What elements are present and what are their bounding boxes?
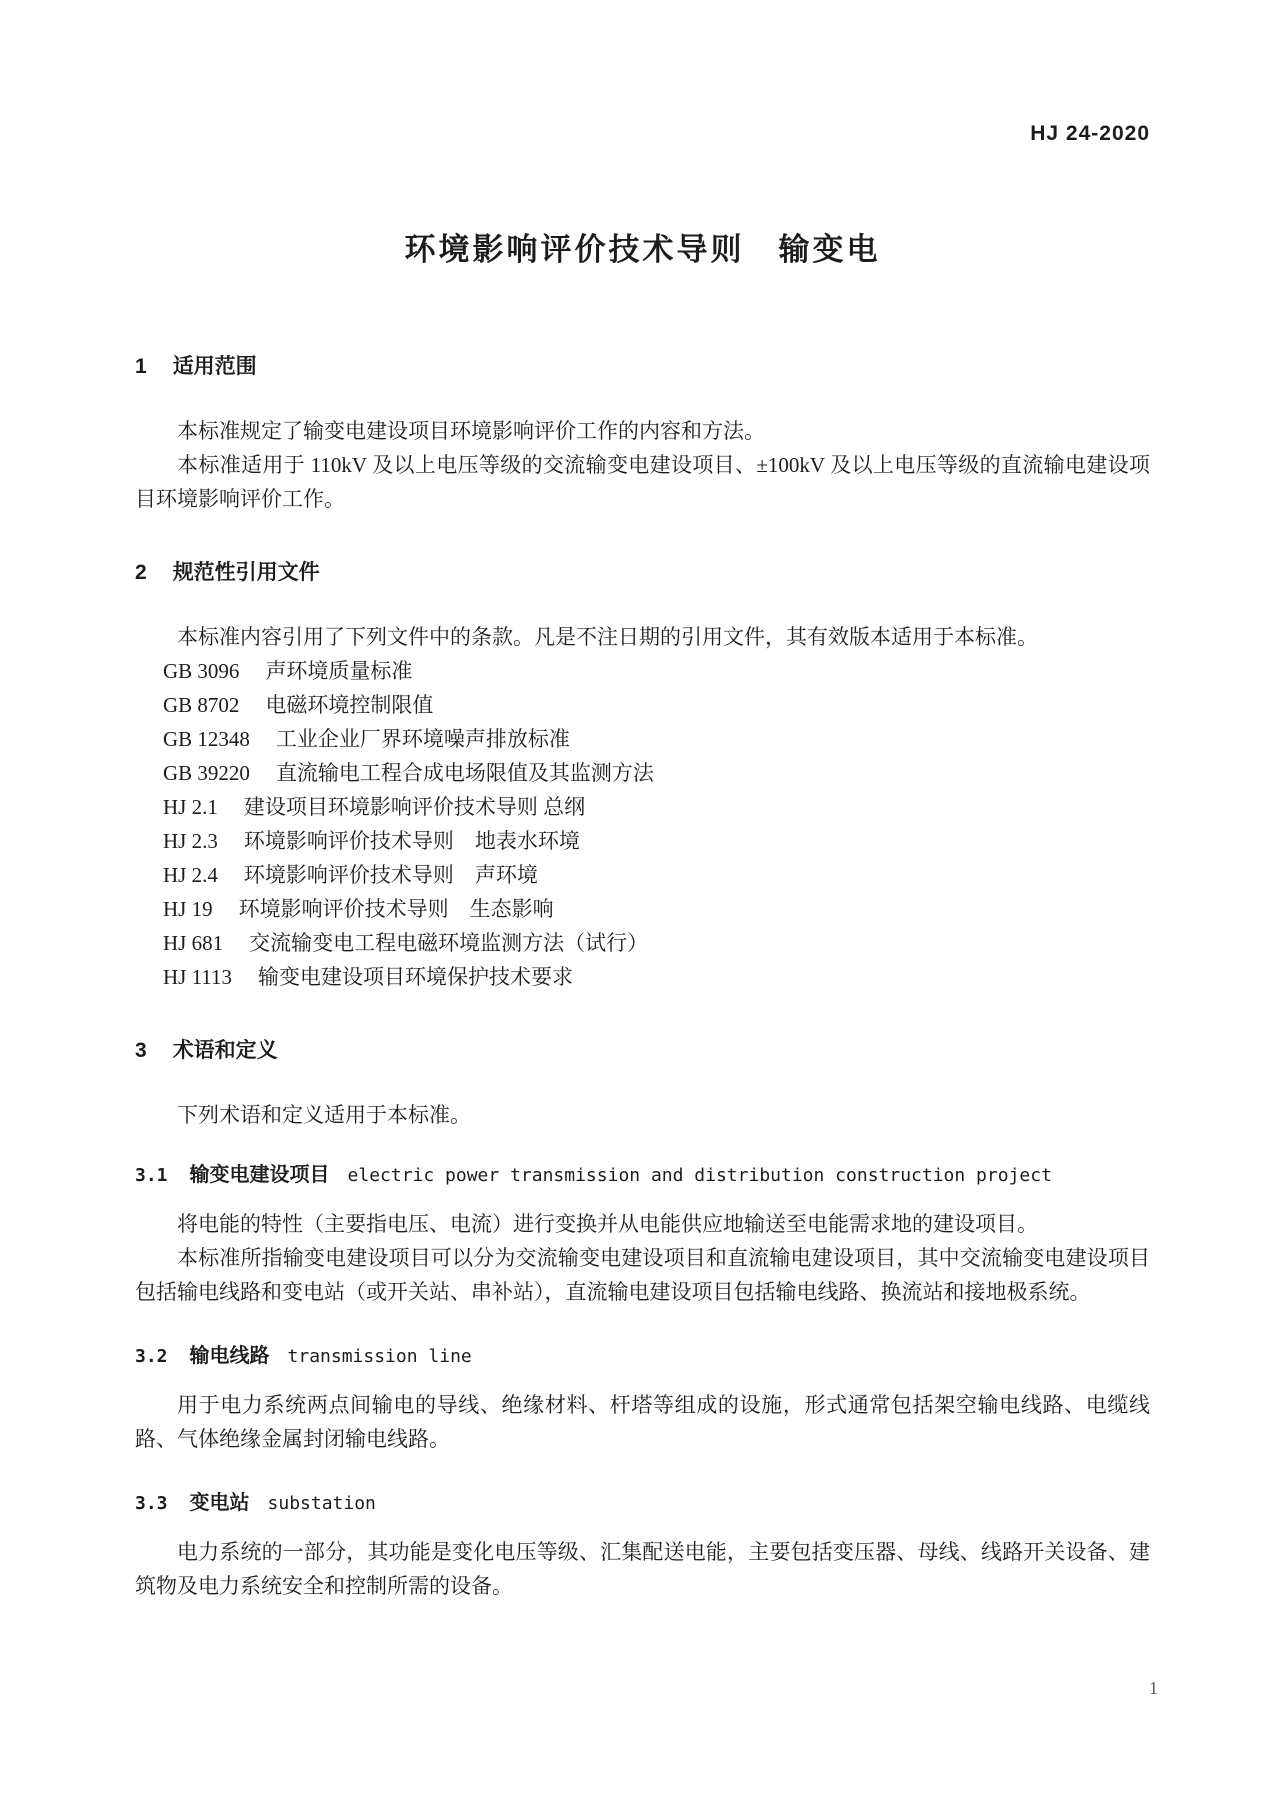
reference-code: HJ 1113 [163,965,233,989]
term-definition-3-1 [135,1207,1150,1309]
doc-number: HJ 24-2020 [1030,122,1150,145]
term-name-zh: 输变电建设项目 [189,1164,330,1186]
reference-row [163,824,1150,858]
term-name-en: transmission line [287,1346,472,1367]
page-number: 1 [1149,1678,1158,1698]
section-scope [135,352,1150,516]
term-name-zh: 输电线路 [189,1345,270,1367]
reference-title: 输变电建设项目环境保护技术要求 [258,965,574,989]
term-heading-3-2 [135,1339,1150,1368]
reference-title: 环境影响评价技术导则 生态影响 [238,897,554,921]
section-heading-normative [135,558,1150,588]
reference-title: 环境影响评价技术导则 声环境 [243,863,538,887]
term-paragraph: 本标准所指输变电建设项目可以分为交流输变电建设项目和直流输电建设项目，其中交流输变电建设项目包括输电线路和变电站（或开关站、串补站），直流输电建设项目包括输电线路、换流站和接地极系统。 [135,1246,1150,1304]
reference-title: 电磁环境控制限值 [265,693,434,717]
section-number: 1 [135,355,147,378]
term-heading-3-1 [135,1158,1150,1187]
term-heading-3-3 [135,1486,1150,1515]
section-normative-references [135,558,1150,994]
term-number: 3.1 [135,1165,168,1186]
reference-list [135,654,1150,994]
section-terms-definitions [135,1036,1150,1603]
reference-title: 工业企业厂界环境噪声排放标准 [275,727,570,751]
reference-row [163,688,1150,722]
reference-code: HJ 19 [163,897,213,921]
term-name-zh: 变电站 [189,1492,250,1514]
term-definition-3-2 [135,1388,1150,1456]
reference-title: 声环境质量标准 [265,659,413,683]
term-name-en: substation [267,1493,376,1514]
reference-row [163,722,1150,756]
reference-code: GB 39220 [163,761,250,785]
term-number: 3.3 [135,1493,168,1514]
reference-code: GB 12348 [163,727,250,751]
reference-code: HJ 2.1 [163,795,218,819]
section-heading-scope [135,352,1150,382]
term-definition-3-3 [135,1535,1150,1603]
section-number: 2 [135,561,147,584]
reference-code: HJ 2.4 [163,863,218,887]
reference-code: GB 8702 [163,693,240,717]
term-name-en: electric power transmission and distribution construction project [347,1165,1052,1186]
reference-row [163,858,1150,892]
section-title: 规范性引用文件 [172,561,320,584]
section-number: 3 [135,1039,147,1062]
reference-row [163,790,1150,824]
reference-title: 直流输电工程合成电场限值及其监测方法 [275,761,654,785]
reference-code: HJ 2.3 [163,829,218,853]
reference-row [163,654,1150,688]
reference-title: 环境影响评价技术导则 地表水环境 [243,829,580,853]
reference-row [163,892,1150,926]
section-title: 适用范围 [172,355,257,378]
term-paragraph: 将电能的特性（主要指电压、电流）进行变换并从电能供应地输送至电能需求地的建设项目。 [177,1212,1038,1236]
term-paragraph: 电力系统的一部分，其功能是变化电压等级、汇集配送电能，主要包括变压器、母线、线路开关设备、建筑物及电力系统安全和控制所需的设备。 [135,1540,1150,1598]
scope-paragraph-2: 本标准适用于 110kV 及以上电压等级的交流输变电建设项目、±100kV 及以上电压等级的直流输电建设项目环境影响评价工作。 [135,453,1150,511]
reference-row [163,960,1150,994]
section-title: 术语和定义 [172,1039,278,1062]
terms-intro: 下列术语和定义适用于本标准。 [177,1103,471,1127]
reference-title: 建设项目环境影响评价技术导则 总纲 [243,795,586,819]
page-title: 环境影响评价技术导则 输变电 [404,232,881,267]
reference-code: GB 3096 [163,659,240,683]
reference-row [163,926,1150,960]
scope-paragraph-1: 本标准规定了输变电建设项目环境影响评价工作的内容和方法。 [177,419,765,443]
term-paragraph: 用于电力系统两点间输电的导线、绝缘材料、杆塔等组成的设施，形式通常包括架空输电线路、电缆线路、气体绝缘金属封闭输电线路。 [135,1393,1150,1451]
reference-row [163,756,1150,790]
reference-code: HJ 681 [163,931,224,955]
reference-title: 交流输变电工程电磁环境监测方法（试行） [249,931,649,955]
section-heading-terms [135,1036,1150,1066]
term-number: 3.2 [135,1346,168,1367]
normative-intro: 本标准内容引用了下列文件中的条款。凡是不注日期的引用文件，其有效版本适用于本标准。 [177,625,1038,649]
